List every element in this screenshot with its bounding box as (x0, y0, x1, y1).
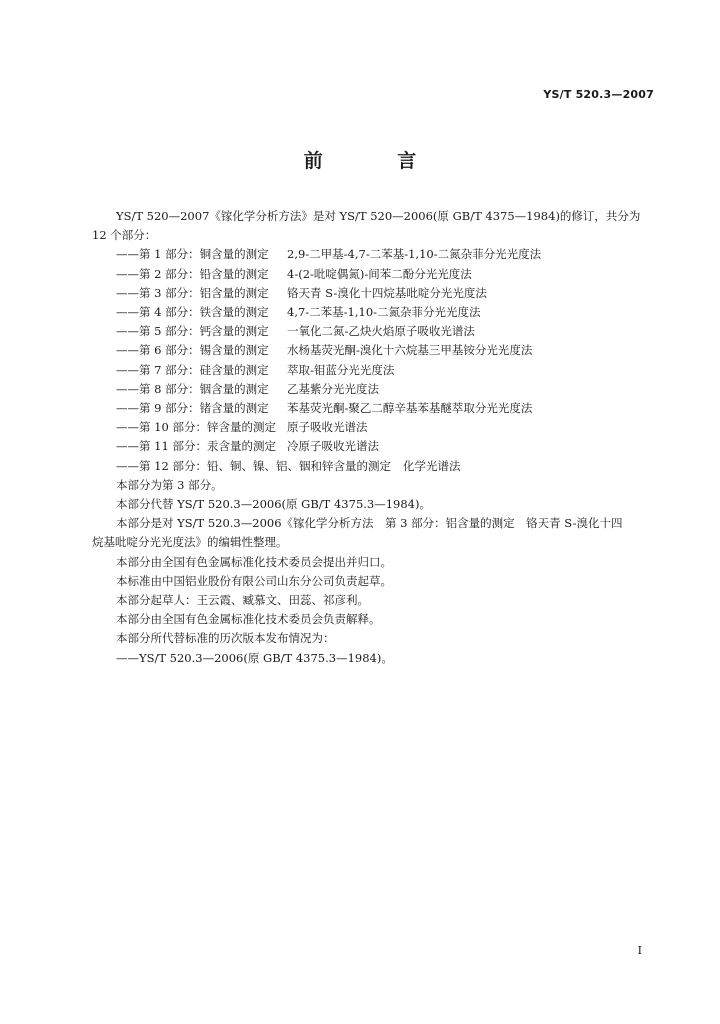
part-label: ——第 8 部分：铟含量的测定 (116, 381, 269, 396)
paragraph-editorial-line-1: 本部分是对 YS/T 520.3—2006《镓化学分析方法 第 3 部分：铝含量的测定 铬天青 S-溴化十四 (116, 516, 623, 531)
part-method: 冷原子吸收光谱法 (287, 439, 379, 454)
list-item (92, 322, 662, 341)
part-label: ——第 12 部分：铅、铜、镍、铝、铟和锌含量的测定 (116, 458, 391, 473)
part-label: ——第 6 部分：锡含量的测定 (116, 343, 269, 358)
part-label: ——第 4 部分：铁含量的测定 (116, 305, 269, 320)
part-label: ——第 7 部分：硅含量的测定 (116, 362, 269, 377)
paragraph-drafters: 本部分起草人：王云霞、臧慕文、田蕊、祁彦利。 (116, 593, 369, 608)
part-label: ——第 10 部分：锌含量的测定 (116, 420, 276, 435)
standard-code-header: YS/T 520.3—2007 (543, 88, 654, 101)
paragraph-interpretation: 本部分由全国有色金属标准化技术委员会负责解释。 (116, 612, 381, 627)
paragraph-part-number: 本部分为第 3 部分。 (116, 477, 223, 492)
part-method: 铬天青 S-溴化十四烷基吡啶分光光度法 (287, 285, 487, 300)
part-method: 4,7-二苯基-1,10-二氮杂菲分光光度法 (287, 305, 481, 320)
list-item (92, 399, 662, 418)
list-item (92, 437, 662, 456)
part-method: 苯基荧光酮-聚乙二醇辛基苯基醚萃取分光光度法 (287, 401, 533, 416)
paragraph-proposed-by: 本部分由全国有色金属标准化技术委员会提出并归口。 (116, 554, 392, 569)
page-title: 前 言 (303, 150, 451, 172)
part-label: ——第 11 部分：汞含量的测定 (116, 439, 276, 454)
intro-line-2: 12 个部分： (92, 228, 157, 243)
parts-list (92, 245, 662, 475)
part-method: 原子吸收光谱法 (287, 420, 368, 435)
list-item (92, 457, 662, 476)
part-label: ——第 3 部分：铝含量的测定 (116, 285, 269, 300)
paragraph-history-intro: 本部分所代替标准的历次版本发布情况为： (116, 631, 335, 646)
part-method: 萃取-钼蓝分光光度法 (287, 362, 395, 377)
foreword-body (92, 207, 662, 668)
intro-line-1: YS/T 520—2007《镓化学分析方法》是对 YS/T 520—2006(原 GB/T 4375—1984)的修订，共分为 (116, 209, 641, 223)
paragraph-replaces: 本部分代替 YS/T 520.3—2006(原 GB/T 4375.3—1984)。 (116, 497, 431, 512)
part-method: 4-(2-吡啶偶氮)-间苯二酚分光光度法 (287, 266, 472, 281)
list-item (92, 303, 662, 322)
part-label: ——第 9 部分：锗含量的测定 (116, 401, 269, 416)
paragraph-editorial-line-2: 烷基吡啶分光光度法》的编辑性整理。 (92, 535, 288, 550)
part-method: 化学光谱法 (402, 458, 461, 473)
list-item (92, 284, 662, 303)
paragraph-drafted-by: 本标准由中国铝业股份有限公司山东分公司负责起草。 (116, 573, 392, 588)
part-label: ——第 2 部分：铅含量的测定 (116, 266, 269, 281)
page-number: I (637, 944, 642, 957)
list-item (92, 418, 662, 437)
part-label: ——第 5 部分：钙含量的测定 (116, 324, 269, 339)
list-item (92, 265, 662, 284)
list-item (92, 341, 662, 360)
list-item (92, 245, 662, 264)
part-method: 乙基紫分光光度法 (287, 381, 379, 396)
list-item (92, 380, 662, 399)
part-method: 水杨基荧光酮-溴化十六烷基三甲基铵分光光度法 (287, 343, 533, 358)
part-method: 2,9-二甲基-4,7-二苯基-1,10-二氮杂菲分光光度法 (287, 247, 542, 262)
part-method: 一氧化二氮-乙炔火焰原子吸收光谱法 (287, 324, 475, 339)
list-item (92, 361, 662, 380)
part-label: ——第 1 部分：铜含量的测定 (116, 247, 269, 262)
history-item: ——YS/T 520.3—2006(原 GB/T 4375.3—1984)。 (116, 650, 393, 665)
